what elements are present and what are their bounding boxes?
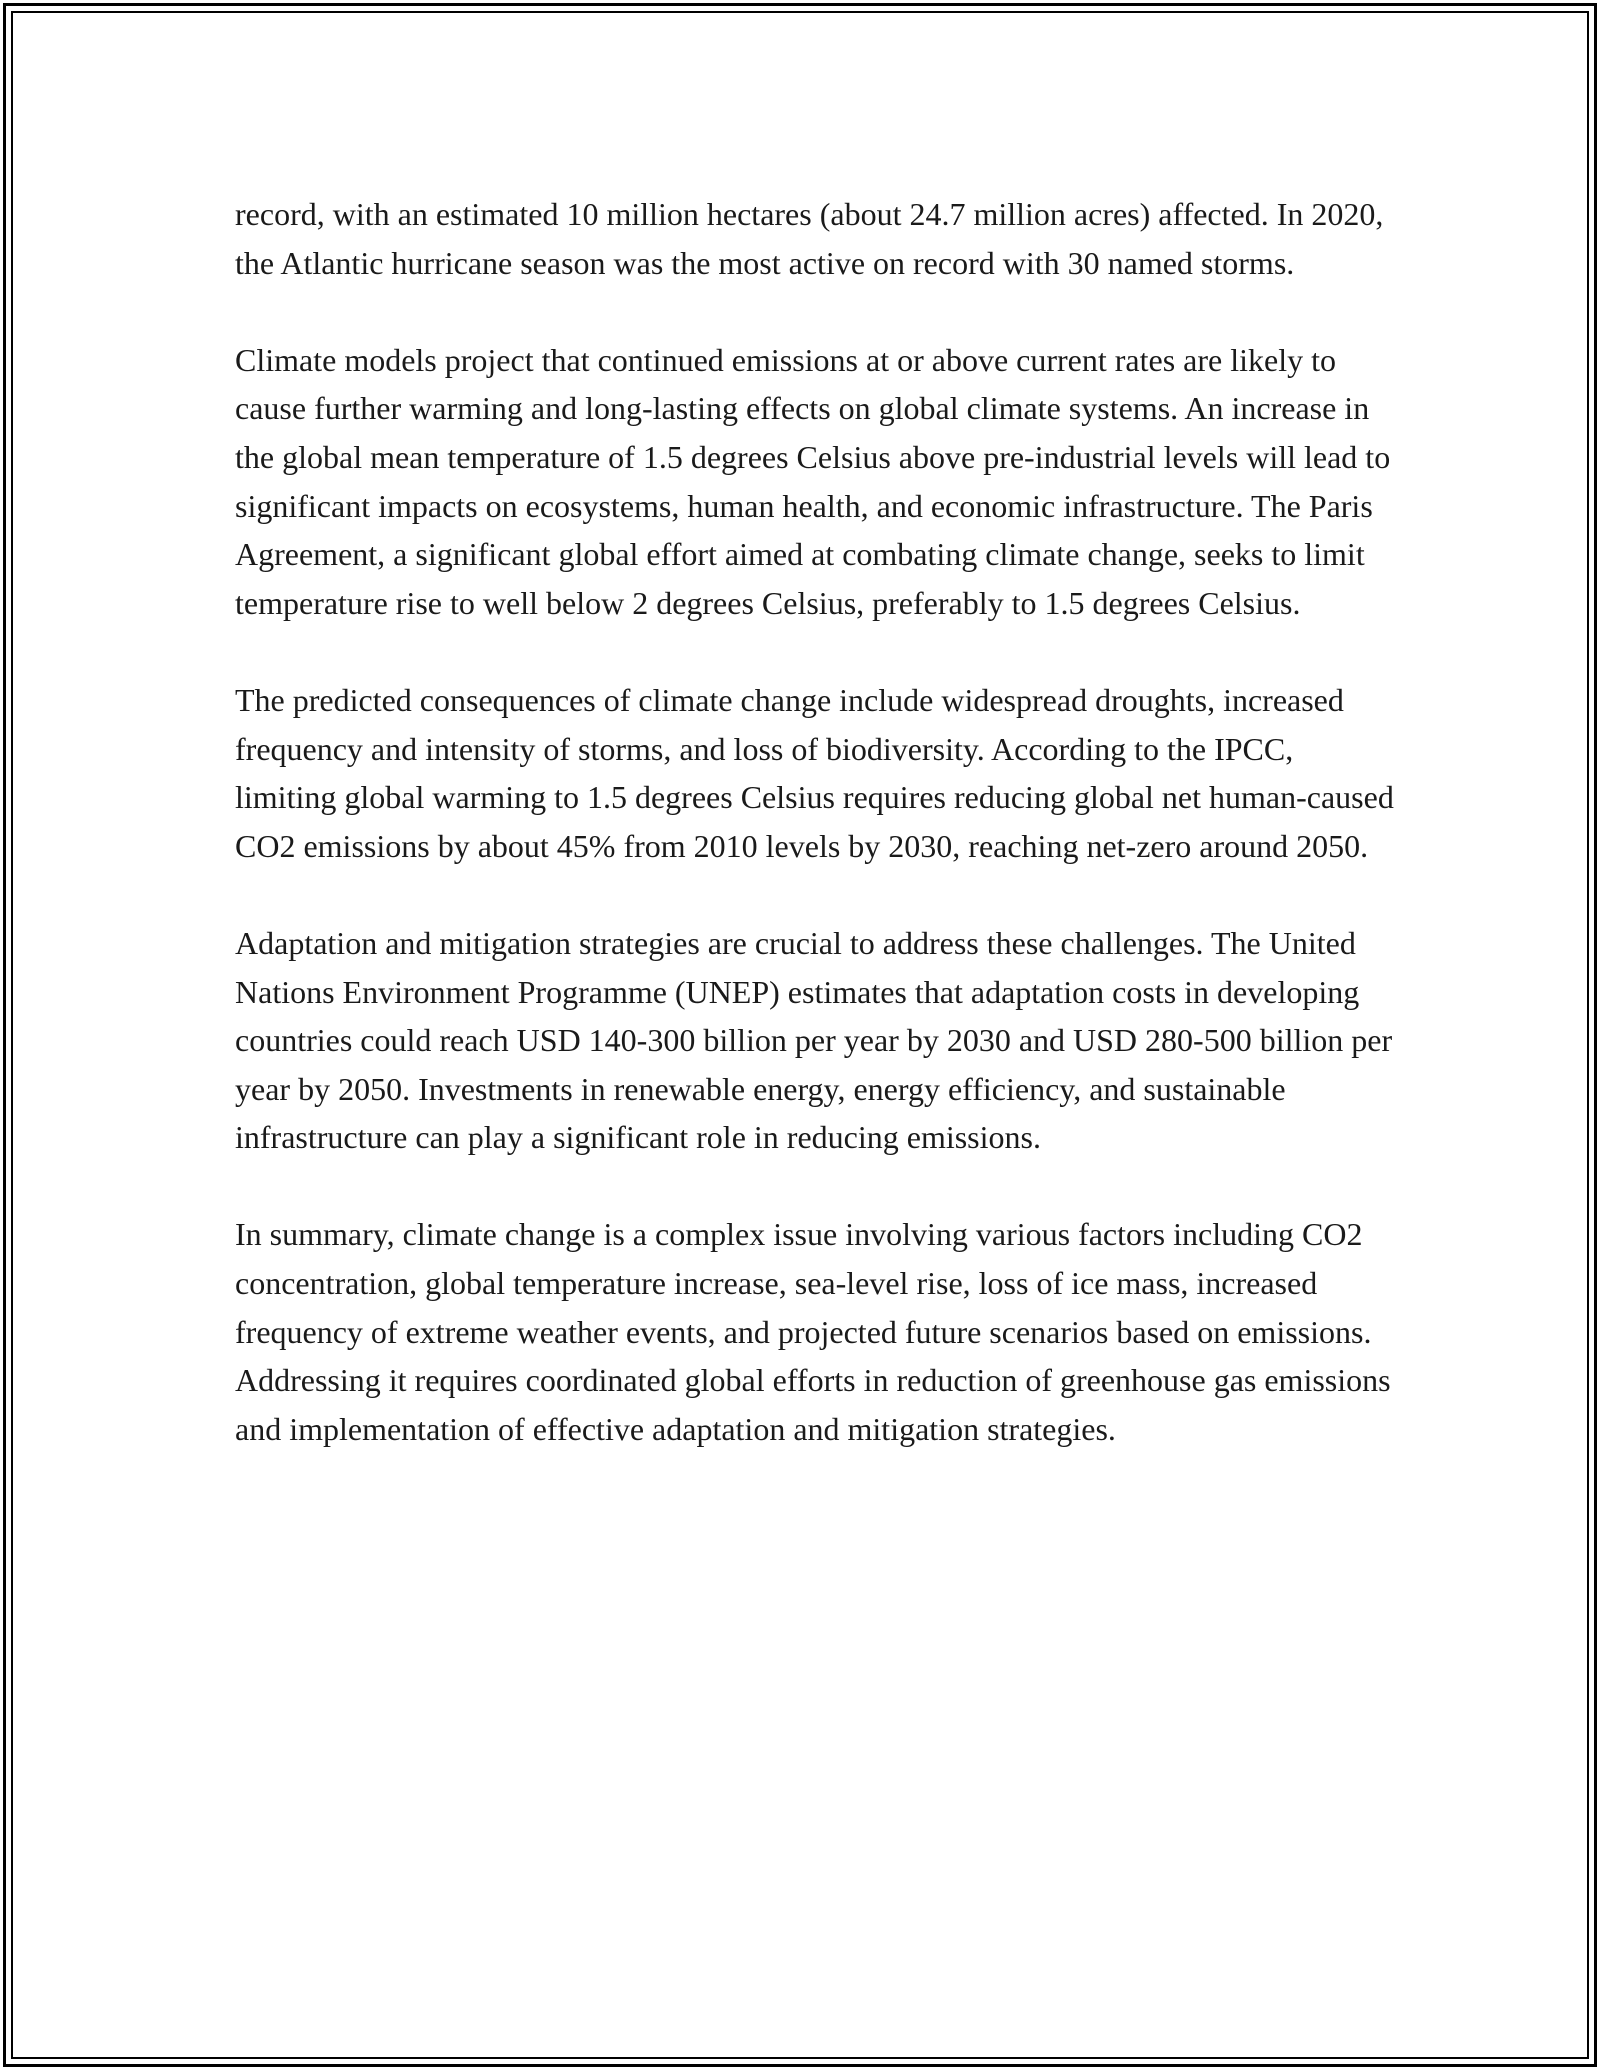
paragraph-summary: In summary, climate change is a complex issue involving various factors including CO2 concentration, global temperature increase, sea-level rise, loss of ice mass, increased frequency of extreme weather events, and projected future scenarios based on emissions. Addressing it requires coordinated global efforts in reduction of greenhouse gas emissions and implementation of effective adaptation and mitigation strategies. — [235, 1216, 1391, 1447]
paragraph-wildfire-hurricane: record, with an estimated 10 million hectares (about 24.7 million acres) affected. In 2020, the Atlantic hurricane season was the most active on record with 30 named storms. — [235, 196, 1384, 281]
document-body — [235, 190, 1395, 1502]
paragraph-climate-models: Climate models project that continued emissions at or above current rates are likely to cause further warming and long-lasting effects on global climate systems. An increase in the global mean temperature of 1.5 degrees Celsius above pre-industrial levels will lead to significant impacts on ecosystems, human health, and economic infrastructure. The Paris Agreement, a significant global effort aimed at combating climate change, seeks to limit temperature rise to well below 2 degrees Celsius, preferably to 1.5 degrees Celsius. — [235, 341, 1391, 621]
paragraph-predicted-consequences: The predicted consequences of climate change include widespread droughts, increased frequency and intensity of storms, and loss of biodiversity. According to the IPCC, limiting global warming to 1.5 degrees Celsius requires reducing global net human-caused CO2 emissions by about 45% from 2010 levels by 2030, reaching net-zero around 2050. — [235, 681, 1394, 864]
paragraph-adaptation-mitigation: Adaptation and mitigation strategies are crucial to address these challenges. The United Nations Environment Programme (UNEP) estimates that adaptation costs in developing countries could reach USD 140-300 billion per year by 2030 and USD 280-500 billion per year by 2050. Investments in renewable energy, energy efficiency, and sustainable infrastructure can play a significant role in reducing emissions. — [235, 924, 1393, 1156]
